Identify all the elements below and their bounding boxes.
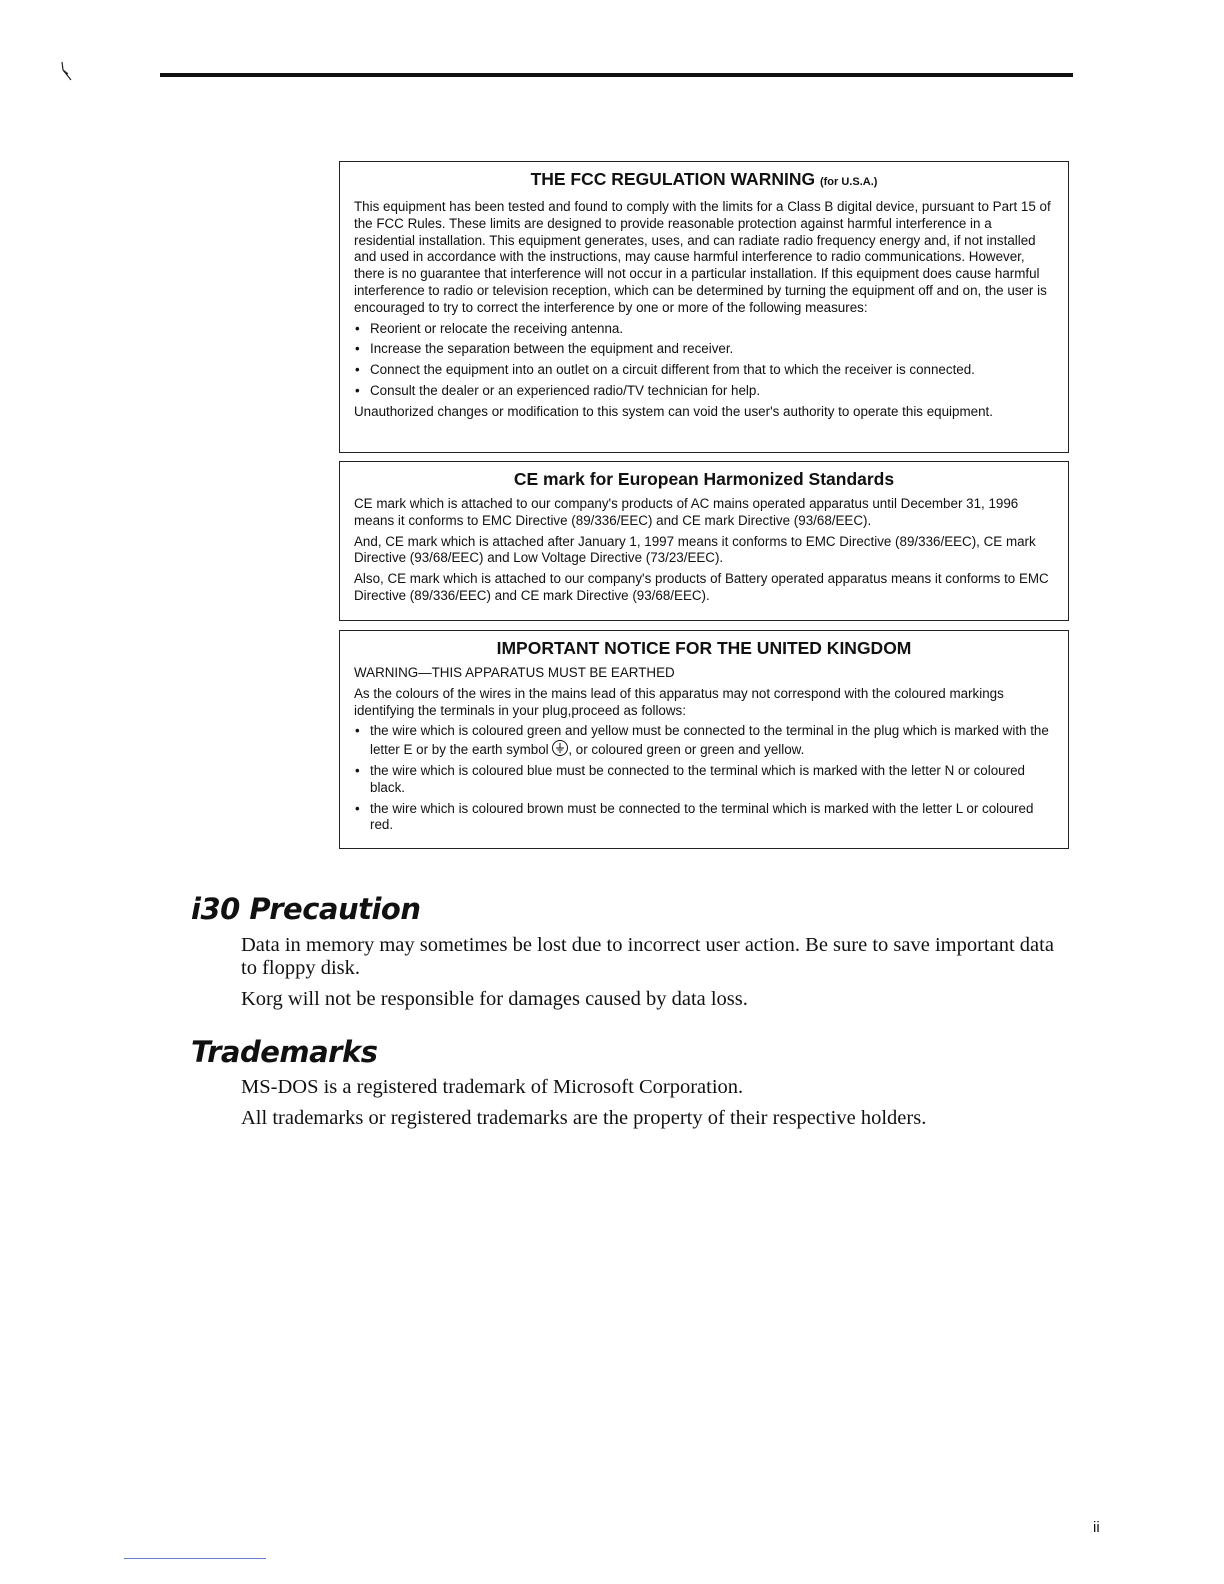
fcc-measure: • Consult the dealer or an experienced radio/TV technician for help. xyxy=(354,383,1054,400)
uk-notice-box xyxy=(339,630,1069,849)
uk-wiring-item: • the wire which is coloured brown must be connected to the terminal which is marked with the letter L or coloured red. xyxy=(354,801,1054,835)
fcc-title xyxy=(354,168,1054,193)
ce-title: CE mark for European Harmonized Standards xyxy=(513,469,895,489)
trademarks-paragraph: All trademarks or registered trademarks are the property of their respective holders. xyxy=(241,1107,927,1129)
precaution-paragraph: Korg will not be responsible for damages caused by data loss. xyxy=(241,988,748,1010)
earth-ground-icon xyxy=(552,740,568,756)
header-rule xyxy=(160,73,1073,77)
fcc-measure: • Reorient or relocate the receiving antenna. xyxy=(354,321,1054,338)
trademarks-paragraph: MS-DOS is a registered trademark of Microsoft Corporation. xyxy=(241,1076,744,1098)
fcc-closing: Unauthorized changes or modification to this system can void the user's authority to operate this equipment. xyxy=(354,403,993,419)
fcc-measure: • Connect the equipment into an outlet on a circuit different from that to which the receiver is connected. xyxy=(354,362,1054,379)
uk-intro: As the colours of the wires in the mains lead of this apparatus may not correspond with the coloured markings identifying the terminals in your plug,proceed as follows: xyxy=(354,685,1004,718)
fcc-measures-list xyxy=(354,321,1054,400)
uk-wiring-list xyxy=(354,723,1054,834)
fcc-title-suffix: (for U.S.A.) xyxy=(819,176,878,188)
precaution-paragraph: Data in memory may sometimes be lost due to incorrect user action. Be sure to save important data to floppy disk. xyxy=(241,934,1054,979)
fcc-title-text: THE FCC REGULATION WARNING xyxy=(530,169,816,189)
uk-wiring-item: • the wire which is coloured blue must be connected to the terminal which is marked with the letter N or coloured black. xyxy=(354,763,1054,797)
ce-paragraph: CE mark which is attached to our company's products of AC mains operated apparatus until December 31, 1996 means it conforms to EMC Directive (89/336/EEC) and CE mark Directive (93/68/EEC). xyxy=(354,496,1019,528)
ce-mark-box xyxy=(339,461,1069,621)
ce-paragraph: And, CE mark which is attached after January 1, 1997 means it conforms to EMC Directive (89/336/EEC), CE mark Directive (93/68/EEC) and Low Voltage Directive (73/23/EEC). xyxy=(354,533,1036,566)
trademarks-heading: Trademarks xyxy=(191,1035,378,1069)
uk-item1-text: the wire which is coloured green and yellow must be connected to the terminal in the plug which is marked with the letter E or by the earth symbol xyxy=(370,723,1049,758)
uk-item1-text-end: , or coloured green or green and yellow. xyxy=(568,742,805,758)
scan-mark xyxy=(60,60,76,82)
uk-wiring-item xyxy=(354,723,1054,759)
ce-paragraph: Also, CE mark which is attached to our company's products of Battery operated apparatus means it conforms to EMC Directive (89/336/EEC) and CE mark Directive (93/68/EEC). xyxy=(354,571,1049,603)
page-number: ii xyxy=(1093,1519,1100,1536)
fcc-intro: This equipment has been tested and found to comply with the limits for a Class B digital device, pursuant to Part 15 of the FCC Rules. These limits are designed to provide reasonable protection against harmful interference in a residential installation. This equipment generates, uses, and can radiate radio frequency energy and, if not installed and used in accordance with the instructions, may cause harmful interference to radio communications. However, there is no guarantee that interference will not occur in a particular installation. If this equipment does cause harmful interference to radio or television reception, which can be determined by turning the equipment off and on, the user is encouraged to try to correct the interference by one or more of the following measures: xyxy=(354,199,1051,315)
precaution-heading: i30 Precaution xyxy=(191,892,421,926)
fcc-warning-box xyxy=(339,161,1069,453)
uk-warning: WARNING—THIS APPARATUS MUST BE EARTHED xyxy=(354,665,675,680)
footer-rule xyxy=(124,1558,266,1559)
fcc-measure: • Increase the separation between the equipment and receiver. xyxy=(354,341,1054,358)
uk-title: IMPORTANT NOTICE FOR THE UNITED KINGDOM xyxy=(496,638,912,658)
